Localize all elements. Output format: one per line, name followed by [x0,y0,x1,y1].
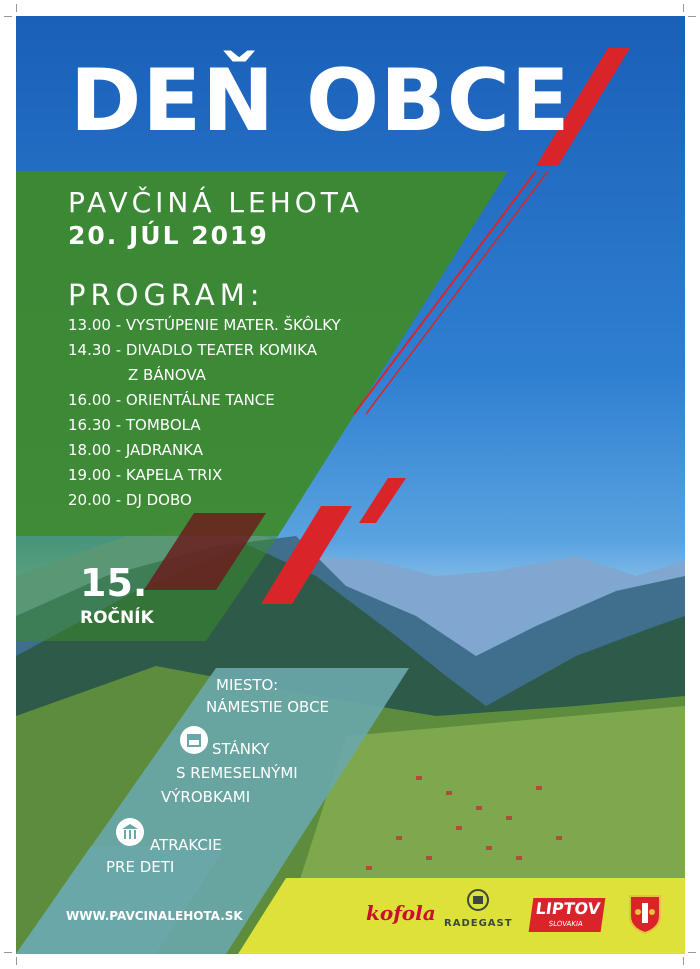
program-item: 18.00 - JADRANKA [68,441,203,459]
website-link[interactable]: WWW.PAVCINALEHOTA.SK [66,909,243,923]
program-item: 13.00 - VYSTÚPENIE MATER. ŠKÔLKY [68,316,341,334]
stalls-line-3: VÝROBKAMI [161,788,251,806]
program-item: 16.00 - ORIENTÁLNE TANCE [68,391,275,409]
kofola-logo [366,901,436,925]
program-item: 16.30 - TOMBOLA [68,416,201,434]
crop-mark [688,16,696,25]
event-date: 20. JÚL 2019 [68,221,269,250]
carousel-icon [116,818,144,846]
kids-line-1: ATRAKCIE [150,836,222,854]
program-heading: PROGRAM: [68,278,265,312]
crop-mark [675,957,684,965]
stalls-line-2: S REMESELNÝMI [176,764,298,782]
edition-label: ROČNÍK [80,608,154,628]
stalls-line-1: STÁNKY [212,740,270,758]
program-item: 19.00 - KAPELA TRIX [68,466,223,484]
liptov-logo-subtext: SLOVAKIA [548,920,584,928]
radegast-logo [444,888,512,929]
radegast-logo-text: RADEGAST [444,918,513,929]
crop-mark [4,944,12,953]
crop-mark [16,957,25,965]
coat-of-arms-icon [628,894,662,938]
edition-number: 15. [80,561,148,605]
crop-mark [4,16,12,25]
place-value: NÁMESTIE OBCE [206,698,330,716]
program-item: 20.00 - DJ DOBO [68,491,192,509]
village-name: PAVČINÁ LEHOTA [68,186,363,219]
stall-icon [180,726,208,754]
event-title: DEŇ OBCE [70,51,571,151]
program-item: 14.30 - DIVADLO TEATER KOMIKA [68,341,317,359]
landscape-illustration [16,16,685,954]
liptov-logo [529,898,606,932]
poster [16,16,685,954]
liptov-logo-text: LIPTOV [534,899,602,918]
kids-line-2: PRE DETI [106,858,175,876]
place-label: MIESTO: [216,676,279,694]
program-item: Z BÁNOVA [128,366,206,384]
crop-mark [675,4,684,12]
crop-mark [16,4,25,12]
kofola-logo-text: kofola [366,901,436,925]
crop-mark [688,944,696,953]
